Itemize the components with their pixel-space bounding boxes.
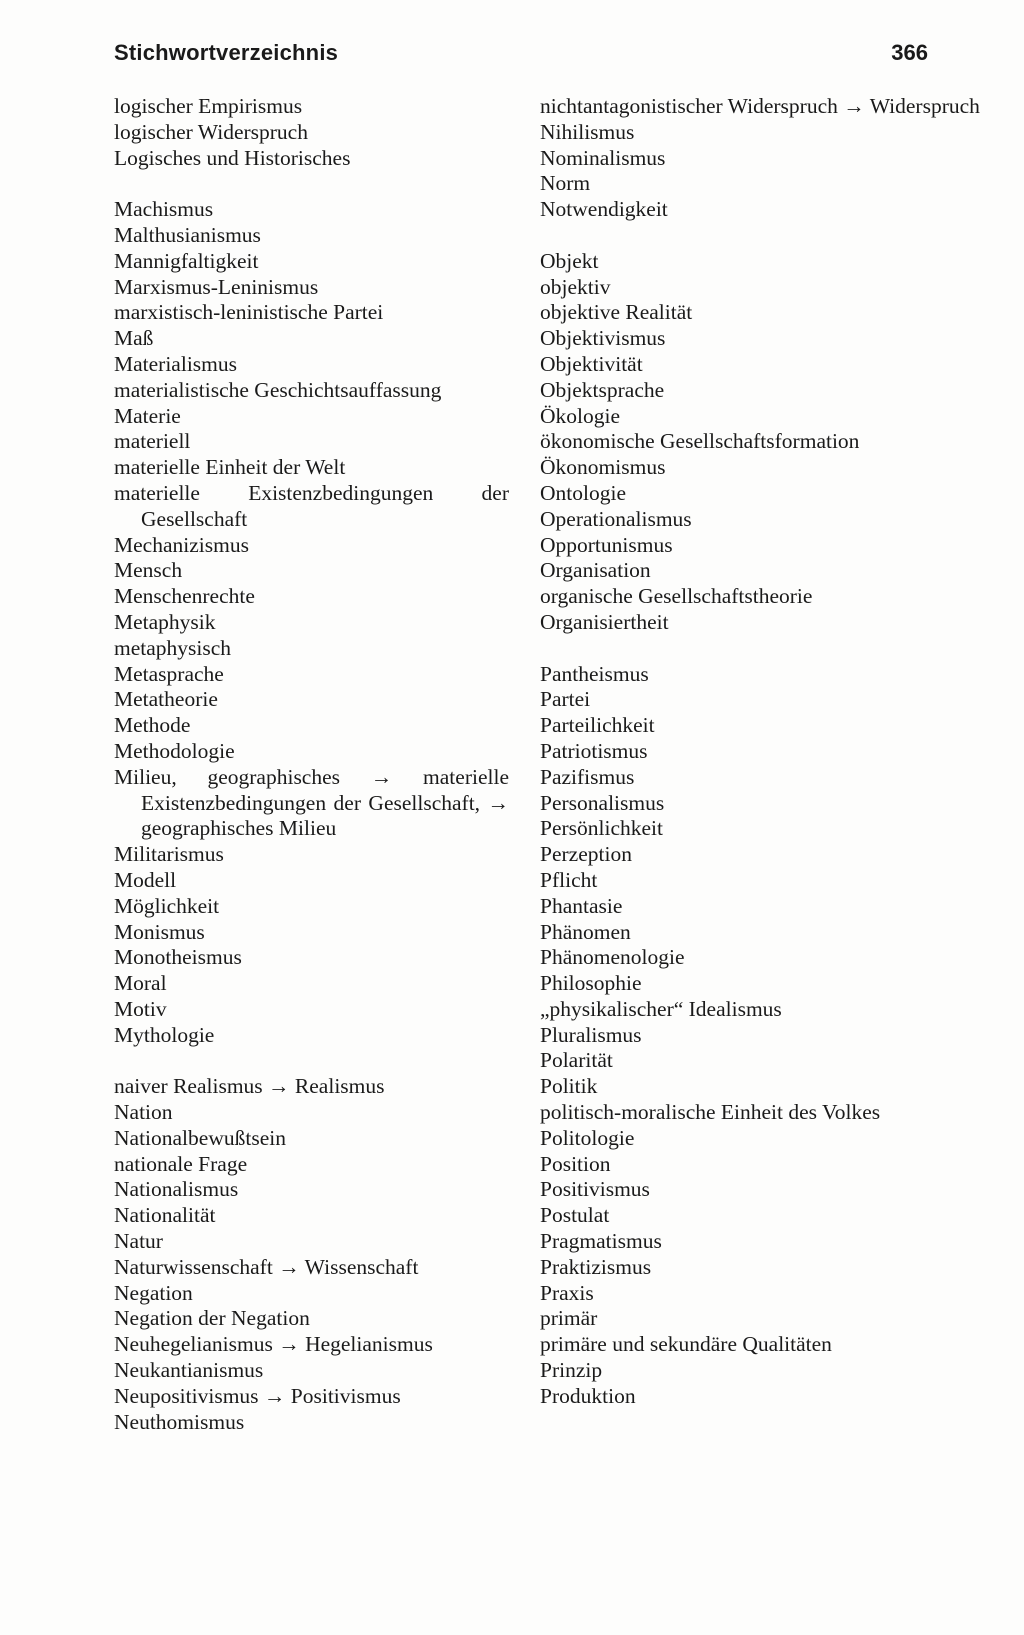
index-entry: Personalismus	[540, 790, 665, 815]
index-entry: objektive Realität	[540, 300, 693, 325]
index-entry: Praktizismus	[540, 1254, 652, 1279]
index-entry: marxistisch-leninistische Partei	[114, 300, 384, 325]
index-entry: Politik	[540, 1074, 598, 1099]
index-entry: nichtantagonistischer Widerspruch → Widerspruch	[540, 94, 980, 118]
index-entry: Neuthomismus	[114, 1409, 245, 1434]
index-entry: logischer Widerspruch	[114, 119, 308, 144]
letter-group-gap	[540, 636, 930, 662]
index-entry: Persönlichkeit	[540, 816, 664, 841]
index-entry: Ontologie	[540, 480, 626, 505]
index-entry: Materialismus	[114, 351, 238, 376]
index-entry: Nationalismus	[114, 1177, 239, 1202]
index-entry: Methodologie	[114, 738, 235, 763]
letter-group-gap	[114, 1048, 509, 1074]
index-entry: primäre und sekundäre Qualitäten	[540, 1332, 832, 1357]
index-entry: metaphysisch	[114, 635, 232, 660]
index-entry: Pantheismus	[540, 661, 649, 686]
index-column-right	[540, 94, 980, 1410]
index-entry: Natur	[114, 1229, 163, 1254]
index-entry: Neuhegelianismus → Hegelianismus	[114, 1332, 433, 1357]
index-entry: Machismus	[114, 197, 214, 222]
index-entry: Nationalbewußtsein	[114, 1125, 286, 1150]
index-entry: Pazifismus	[540, 764, 635, 789]
index-entry: Milieu, geographisches → materielle Existenzbedingungen der Gesellschaft, → geographisches Milieu	[114, 764, 509, 841]
index-entry: Metasprache	[114, 661, 224, 686]
index-entry: Mythologie	[114, 1022, 215, 1047]
index-entry: Mechanizismus	[114, 532, 249, 557]
index-entry: materielle Existenzbedingungen der Gesellschaft	[114, 480, 509, 531]
index-entry: Metaphysik	[114, 609, 216, 634]
index-entry: materielle Einheit der Welt	[114, 455, 346, 480]
index-entry: Neupositivismus → Positivismus	[114, 1383, 401, 1408]
index-entry: Pflicht	[540, 867, 598, 892]
index-entry: logischer Empirismus	[114, 94, 303, 118]
index-entry: Operationalismus	[540, 506, 692, 531]
page-title: Stichwortverzeichnis	[114, 40, 339, 65]
index-entry: Neukantianismus	[114, 1358, 264, 1383]
index-entry: Positivismus	[540, 1177, 650, 1202]
index-entry: Norm	[540, 171, 591, 196]
index-entry: Nation	[114, 1100, 173, 1125]
index-entry: Patriotismus	[540, 738, 648, 763]
letter-group-gap	[540, 223, 930, 249]
index-entry: Nationalität	[114, 1203, 216, 1228]
index-entry: Negation der Negation	[114, 1306, 310, 1331]
index-entry: „physikalischer“ Idealismus	[540, 996, 782, 1021]
index-entry: Phänomenologie	[540, 945, 685, 970]
page-number: 366	[891, 40, 928, 65]
index-entry: Mannigfaltigkeit	[114, 248, 259, 273]
index-entry: Ökologie	[540, 403, 621, 428]
index-entry: Malthusianismus	[114, 222, 261, 247]
index-entry: Produktion	[540, 1383, 636, 1408]
index-entry: Militarismus	[114, 842, 224, 867]
index-entry: Negation	[114, 1280, 193, 1305]
index-entry: Objektsprache	[540, 377, 665, 402]
index-entry: Partei	[540, 687, 591, 712]
index-entry: Objekt	[540, 248, 599, 273]
index-entry: Prinzip	[540, 1358, 603, 1383]
index-entry: Materie	[114, 403, 181, 428]
index-entry: Organisiertheit	[540, 609, 669, 634]
letter-group-gap	[114, 171, 509, 197]
index-entry: Politologie	[540, 1125, 635, 1150]
index-entry: materialistische Geschichtsauffassung	[114, 377, 442, 402]
index-entry: naiver Realismus → Realismus	[114, 1074, 385, 1099]
index-entry: Monotheismus	[114, 945, 242, 970]
index-entry: Phantasie	[540, 893, 623, 918]
index-entry: Position	[540, 1151, 611, 1176]
index-entry: Möglichkeit	[114, 893, 220, 918]
index-entry: Nominalismus	[540, 145, 666, 170]
index-entry: Pragmatismus	[540, 1229, 662, 1254]
index-entry: Mensch	[114, 558, 183, 583]
index-entry: Monismus	[114, 919, 205, 944]
index-entry: organische Gesellschaftstheorie	[540, 584, 813, 609]
index-entry: Polarität	[540, 1048, 613, 1073]
index-entry: Pluralismus	[540, 1022, 642, 1047]
index-entry: Motiv	[114, 996, 167, 1021]
index-entry: primär	[540, 1306, 598, 1331]
index-entry: Praxis	[540, 1280, 594, 1305]
index-entry: Metatheorie	[114, 687, 218, 712]
index-entry: Naturwissenschaft → Wissenschaft	[114, 1254, 419, 1279]
index-entry: Moral	[114, 971, 167, 996]
index-entry: Phänomen	[540, 919, 631, 944]
index-entry: Modell	[114, 867, 177, 892]
index-entry: nationale Frage	[114, 1151, 248, 1176]
index-entry: Perzeption	[540, 842, 632, 867]
index-entry: Methode	[114, 713, 191, 738]
index-entry: Menschenrechte	[114, 584, 255, 609]
index-entry: Parteilichkeit	[540, 713, 655, 738]
index-entry: Philosophie	[540, 971, 642, 996]
index-entry: Ökonomismus	[540, 455, 666, 480]
index-entry: Postulat	[540, 1203, 610, 1228]
index-entry: Opportunismus	[540, 532, 673, 557]
index-entry: materiell	[114, 429, 191, 454]
index-column-left	[114, 94, 509, 1435]
index-entry: Notwendigkeit	[540, 197, 668, 222]
index-entry: Objektivismus	[540, 326, 666, 351]
index-entry: Objektivität	[540, 351, 643, 376]
index-entry: ökonomische Gesellschaftsformation	[540, 429, 860, 454]
index-entry: Logisches und Historisches	[114, 145, 351, 170]
index-entry: objektiv	[540, 274, 611, 299]
index-entry: Marxismus-Leninismus	[114, 274, 319, 299]
index-entry: Maß	[114, 326, 154, 351]
index-entry: politisch-moralische Einheit des Volkes	[540, 1100, 881, 1125]
index-entry: Organisation	[540, 558, 651, 583]
index-entry: Nihilismus	[540, 119, 635, 144]
